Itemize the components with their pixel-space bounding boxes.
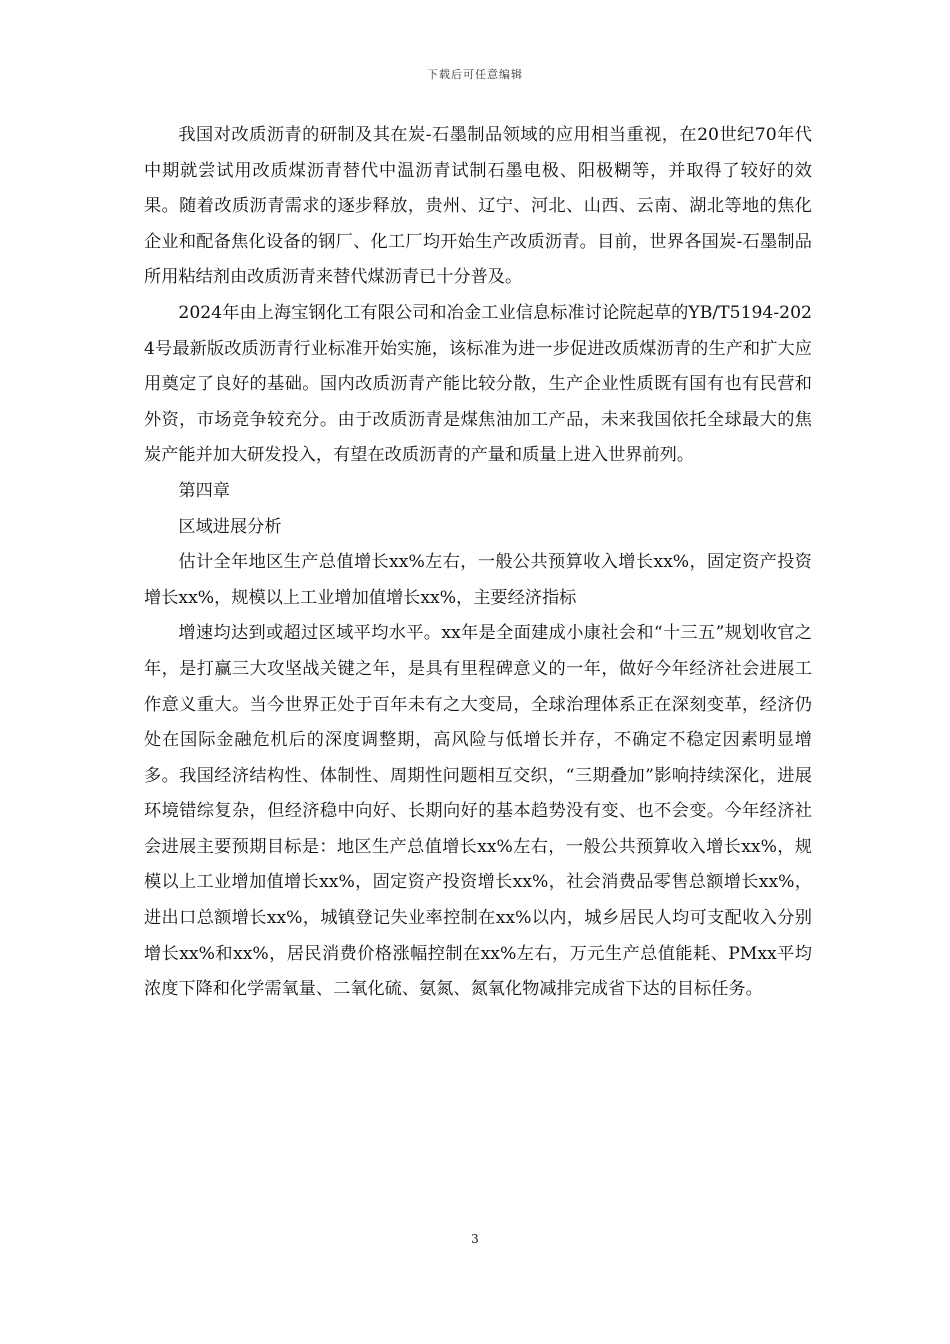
paragraph: 增速均达到或超过区域平均水平。xx年是全面建成小康社会和“十三五”规划收官之年，是打赢三大攻坚战关键之年，是具有里程碑意义的一年，做好今年经济社会进展工作意义重大。当今世界正处于百年未有之大变局，全球治理体系正在深刻变革，经济仍处在国际金融危机后的深度调整期，高风险与低增长并存，不确定不稳定因素明显增多。我国经济结构性、体制性、周期性问题相互交织，“三期叠加”影响持续深化，进展环境错综复杂，但经济稳中向好、长期向好的基本趋势没有变、也不会变。今年经济社会进展主要预期目标是：地区生产总值增长xx%左右，一般公共预算收入增长xx%，规模以上工业增加值增长xx%，固定资产投资增长xx%，社会消费品零售总额增长xx%，进出口总额增长xx%，城镇登记失业率控制在xx%以内，城乡居民人均可支配收入分别增长xx%和xx%，居民消费价格涨幅控制在xx%左右，万元生产总值能耗、PMxx平均浓度下降和化学需氧量、二氧化硫、氨氮、氮氧化物减排完成省下达的目标任务。 [144,623,812,1000]
section-heading: 区域进展分析 [178,516,282,537]
paragraph: 我国对改质沥青的研制及其在炭-石墨制品领域的应用相当重视，在20世纪70年代中期就尝试用改质煤沥青替代中温沥青试制石墨电极、阳极糊等，并取得了较好的效果。随着改质沥青需求的逐步释放，贵州、辽宁、河北、山西、云南、湖北等地的焦化企业和配备焦化设备的钢厂、化工厂均开始生产改质沥青。目前，世界各国炭-石墨制品所用粘结剂由改质沥青来替代煤沥青已十分普及。 [144,125,812,288]
document-body [144,118,812,1008]
paragraph: 2024年由上海宝钢化工有限公司和冶金工业信息标准讨论院起草的YB/T5194-2024号最新版改质沥青行业标准开始实施，该标准为进一步促进改质煤沥青的生产和扩大应用奠定了良好的基础。国内改质沥青产能比较分散，生产企业性质既有国有也有民营和外资，市场竞争较充分。由于改质沥青是煤焦油加工产品，未来我国依托全球最大的焦炭产能并加大研发投入，有望在改质沥青的产量和质量上进入世界前列。 [144,302,812,466]
chapter-heading: 第四章 [178,480,230,501]
paragraph: 估计全年地区生产总值增长xx%左右，一般公共预算收入增长xx%，固定资产投资增长xx%，规模以上工业增加值增长xx%，主要经济指标 [144,552,812,608]
page-number: 3 [471,1232,479,1246]
page-header: 下载后可任意编辑 [427,68,523,81]
